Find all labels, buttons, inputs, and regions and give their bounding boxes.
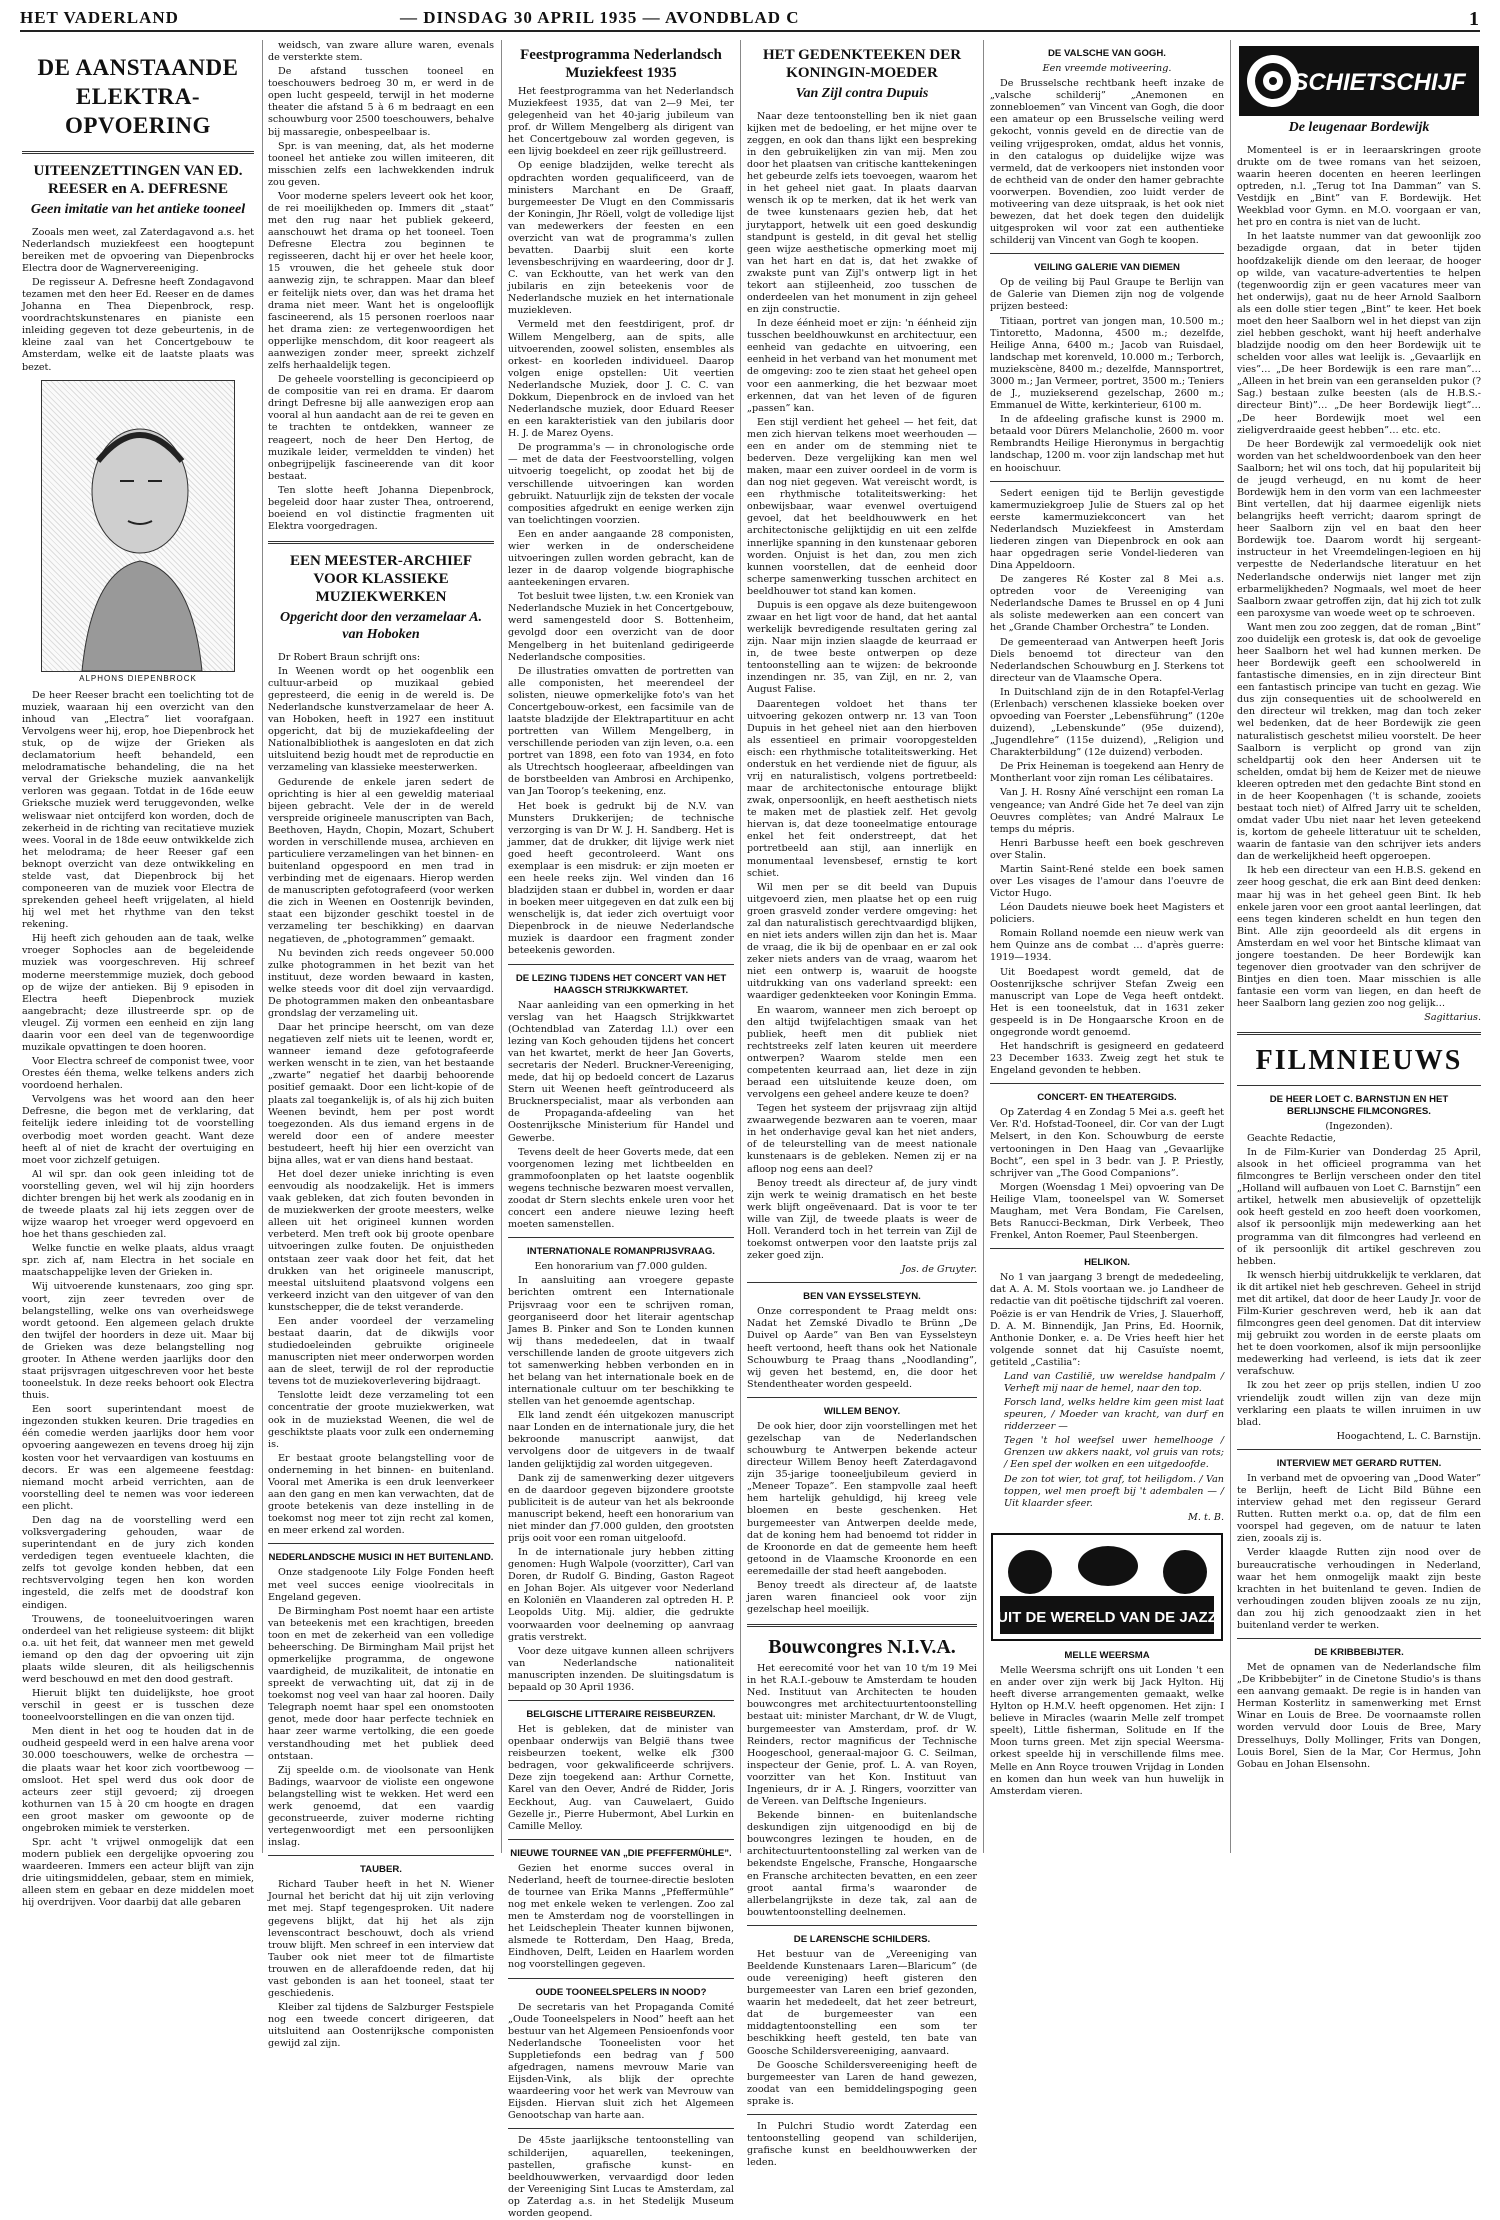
section-heading: DE VALSCHE VAN GOGH.: [1048, 48, 1166, 59]
paragraph: Men dient in het oog te houden dat in de oudheid gespeeld werd in een halve arena voor 30.000 toeschouwers, welke de orchestra — die plaats waar het koor zich voortbewoog — omsloot. Het spel werd dus ook door de acteurs zeer stijl gevoerd; zij droegen kothurnen van 15 à 20 cm hoogte en dragen een groot masker om gewoonte op de ongebroken mimiek te versterken.: [22, 1726, 254, 1834]
divider: [268, 1543, 494, 1544]
divider: [508, 964, 734, 965]
divider: [508, 1978, 734, 1979]
paragraph: De heer Bordewijk zal vermoedelijk ook niet worden van het scheldwoordenboek van den heer Saalborn; het wil ons toch, dat hij populariteit bij de jeugd verheugd, en nu komt de heer Bordewijk hem in den vorm van een lachmeester Bint vertellen, dat hij daarmee eigenlijk niets belangrijks heeft verricht; daarom springt de heer Saalborn zijn vel en baat den heer Bordewijk toe. Daarom wordt hij sergeant-instructeur in het Vreemdelingen-legioen en hij verpestte de Nederlandsche literatuur en het Nederlandsche onderwijs niet langer met zijn erbarmelijkheden? Nogmaals, wel moet de heer Saalborn zwaar getroffen zijn, dat hij zich tot zulk een paroxysme van woede weet op te schroeven.: [1237, 438, 1481, 619]
section-heading: CONCERT- EN THEATERGIDS.: [1037, 1092, 1177, 1104]
paragraph: Het feestprogramma van het Nederlandsch Muziekfeest 1935, dat van 2—9 Mei, ter gelegenheid van het 40-jarig jubileum van prof. dr Willem Mengelberg als dirigent van het Concertgebouw zal worden gegeven, is een lijvig boekdeel en zeer rijk geïllustreerd.: [508, 86, 734, 158]
paragraph: De illustraties omvatten de portretten van alle componisten, het meerendeel der solisten, nieuwe opmerkelijke foto's van het Concertgebouw-orkest, een facsimile van de laatste bladzijde der Elektrapartituur en acht portretten van Willem Mengelberg, in verschillende perioden van zijn leven, o.a. een portret van 1898, een foto van 1934, en foto als Utrechtsch hoogleeraar, afbeeldingen van de borstbeelden van Ambrosi en Archipenko, van Jan Tooropʼs teekening, enz.: [508, 665, 734, 798]
paragraph: Bekende binnen- en buitenlandsche deskundigen zijn uitgenoodigd en bij de bouwcongres lezingen te houden, en de architectuurtentoonstelling zal werken van de bekendste Engelsche, Fransche, Hongaarsche en Fransche architecten bevatten, en een zeer groot aantal firma's waaronder de allerbelangrijkste in deze tak, zal aan de bouwtentoonstelling deelnemen.: [747, 1810, 977, 1918]
section-heading: WILLEM BENOY.: [823, 1405, 901, 1417]
paragraph: Spr. acht 't vrijwel onmogelijk dat een modern publiek een dergelijke opvoering zou waardeeren. Immers een acteur blijft van zijn drie uitingsmiddelen, gebaar, stem en mimiek, alleen stem en gebaar en deze middelen moet hij overdrijven. Voor daarbij dat alle gebaren: [22, 1836, 254, 1909]
section-heading: DE HEER LOET C. BARNSTIJN EN HET BERLIJNSCHE FILMCONGRES.: [1269, 1093, 1449, 1117]
divider: [1237, 1085, 1481, 1086]
poem-line: Land van Castilië, uw wereldse handpalm / Verheft mij naar de hemel, naar den top.: [1004, 1370, 1224, 1394]
paragraph: Daarentegen voldoet het thans ter uitvoering gekozen ontwerp nr. 13 van Toon Dupuis in het geheel niet aan den hierboven als essentieel en primair vooropgestelden eisch: een rhythmische totaliteitswerking. Het onderstuk en het verdiende niet de figuur, als vrij en naturalistisch, volgens portretbeeld: maar de architectonische entourage blijkt zwak, onpersoonlijk, en heeft aesthetisch niets te maken met de plastiek zelf. Het gevolg hiervan is, dat deze tooneelmatige entourage enkel het feit onderstreept, dat het portretbeeld aan stijl, aan innerlijk en monumentaal levensbesef, ernstig te kort schiet.: [747, 698, 977, 879]
paragraph: Tevens deelt de heer Goverts mede, dat een voorgenomen lezing met lichtbeelden en grammofoonplaten op het laatste oogenblik wegens technische bezwaren moest vervallen, zoodat dr Stern slechts enkele uren voor het concert een andere nieuwe lezing heeft moeten samenstellen.: [508, 1146, 734, 1231]
article-headline: HET GEDENKTEEKEN DER KONINGIN-MOEDER: [762, 47, 962, 81]
issue-date: DINSDAG 30 APRIL 1935: [423, 8, 638, 27]
author-signature: Jos. de Gruyter.: [901, 1264, 977, 1276]
edition: AVONDBLAD C: [664, 8, 800, 27]
paragraph: Op de veiling bij Paul Graupe te Berlijn van de Galerie van Diemen zijn nog de volgende prijzen besteed:: [990, 277, 1224, 313]
page-number: 1: [1469, 8, 1480, 30]
paragraph: De secretaris van het Propaganda Comité „Oude Tooneelspelers in Nood” heeft aan het bestuur van het Algemeen Pensioenfonds voor Nederlandsche Tooneelisten voor het Suppletiefonds een bedrag van ƒ 500 afgedragen, namens mevrouw Marie van Eijsden-Vink, als blijk der oprechte waardeering voor het werk van Mevrouw van Eijsden. Hiervan sluit zich het Algemeen Genootschap van harte aan.: [508, 2001, 734, 2122]
paragraph: Wil men per se dit beeld van Dupuis uitgevoerd zien, men plaatse het op een ruig groen grasveld zonder verdere omgeving: het zal dan naturalistisch gerechtvaardigd blijken, en niet iets anders willen zijn dan het is. Maar de vraag, die ik bij de openbaar en er zal ook zeker niets anders van de vraag, waarom het niet een ontwerp is, waaruit de hoogste uitdrukking van ons vaderland spreekt: een waardiger gedenkteeken voor Koningin Emma.: [747, 881, 977, 1002]
article-subtitle: Opgericht door den verzamelaar A. van Hoboken: [279, 610, 483, 642]
column-title: De leugenaar Bordewijk: [1288, 120, 1430, 135]
section-heading: DE KRIBBEBIJTER.: [1314, 1646, 1404, 1658]
paragraph: Een honorarium van ƒ7.000 gulden.: [534, 1261, 708, 1273]
paragraph: Het bestuur van de „Vereeniging van Beeldende Kunstenaars Laren—Blaricum” (de oude vereeniging) heeft gisteren den burgemeester van Laren een brief gezonden, waarin het mededeelt, dat het zeer betreurt, dat de burgemeester van een middagtentoonstelling een som ter beschikking heeft gesteld, ten bate van Goosche Schildersvereeniging, aanvaard.: [747, 1948, 977, 2057]
paragraph: Naar deze tentoonstelling ben ik niet gaan kijken met de bedoeling, er het mijne over te zeggen, en ook dan thans lijkt een bespreking in den gebruikelijken zin van mij. Men zou door het plaatsen van critische kanttekeningen het gebeurde zelfs iets toevoegen, waarom het in het geheel niet gaat. In plaats daarvan wensch ik op te merken, dat ik het werk van de twee kunstenaars gezien heb, dat het jurytapport, hetwelk uit een goed deskundig standpunt is gesteld, in dit geval het stellig geen wijze aesthetische opmerking moet mij van het hart en dat is, dat het zwakke of zwakste punt van Zijl's ontwerp ligt in het tekort aan stijleenheid, zoo tusschen de onderdeelen van het monument in zijn geheel en zijn constructie.: [747, 110, 977, 316]
portrait-diepenbrock: [41, 380, 235, 672]
poem-line: Tegen 't hol weefsel uwer hemelhooge / Grenzen uw akkers naakt, vol gruis van rots; / Een spel der wolken en een uitgedoofde.: [1004, 1435, 1224, 1471]
column-rule: [983, 40, 984, 1853]
column-1: [22, 40, 254, 1909]
paragraph: In verband met de opvoering van „Dood Water” te Berlijn, heeft de Licht Bild Bühne een interview gehad met den regisseur Gerard Rutten. Rutten merkt o.a. op, dat de film een voorspel had gegeven, om de natuur te laten zien, zooals zij is.: [1237, 1472, 1481, 1545]
paragraph: Zij speelde o.m. de vioolsonate van Henk Badings, waarvoor de violiste een ongewone belangstelling wist te wekken. Het werd een werk genoemd, dat een vaardig geconstrueerde, zuiver moderne richting vertegenwoordigt met een persoonlijken inslag.: [268, 1764, 494, 1849]
paragraph: De gemeenteraad van Antwerpen heeft Joris Diels benoemd tot directeur van den Nederlandschen Schouwburg en J. Sterkens tot directeur van de Vlaamsche Opera.: [990, 636, 1224, 684]
paragraph: Wij uitvoerende kunstenaars, zoo ging spr. voort, zijn zeer tevreden over de belangstelling, welke ons van overheidswege wordt getoond. Een algemeen gelach drukte den twijfel der hoorders in deze uit. Maar bij de Grieken was deze belangstelling nog grooter. In Athene werden jaarlijks door den staat prijsvragen uitgeschreven voor het beste tooneelstuk. In deze reeks behoort ook Electra thuis.: [22, 1281, 254, 1402]
section-heading: INTERNATIONALE ROMANPRIJSVRAAG.: [527, 1246, 715, 1258]
paragraph: Op Zaterdag 4 en Zondag 5 Mei a.s. geeft het Ver. R'd. Hofstad-Tooneel, dir. Cor van der Lugt Melsert, in den Kon. Schouwburg de eerste vertooningen in Den Haag van „Gevaarlijke Bocht”, een spel in 3 bedr. van J. P. Priestly, schrijver van „The Good Companions”.: [990, 1107, 1224, 1179]
logo-text: SCHIETSCHIJF: [1292, 69, 1466, 96]
divider: [508, 1700, 734, 1701]
paragraph: Benoy treedt als directeur af, de jury vindt zijn werk te weinig dramatisch en het beste werk blijft ongeëvenaard. Dat is voor te ter wille van Zijl, de tweede plaats is weer de Holl. Veranderd toch in het terrein van Zijl de toekomst ontwerpen voor den laatste prijs zal zeker goed zijn.: [747, 1177, 977, 1262]
paragraph: Ik zou het zeer op prijs stellen, indien U zoo vriendelijk zoudt willen zijn van deze mijn verklaring een plaats te willen inruimen in uw blad.: [1237, 1380, 1481, 1428]
divider: [508, 1839, 734, 1840]
subtitle: Geen imitatie van het antieke tooneel: [30, 201, 246, 217]
divider: [747, 1282, 977, 1283]
column-4: [747, 40, 977, 2169]
paragraph: Dupuis is een opgave als deze buitengewoon zwaar en het ligt voor de hand, dat het aantal werkelijk bevredigende resultaten gering zal zijn. Naar mijn inzien slaagde de keurraad er in, de twee beste ontwerpen op deze tentoonstelling aan te wijzen: de bekroonde inzendingen nr. 35, van Zijl, en nr. 2, van August Falise.: [747, 599, 977, 696]
paragraph: Het boek is gedrukt bij de N.V. van Munsters Drukkerijen; de technische verzorging is van Dr W. J. H. Sandberg. Het is jammer, dat de drukker, dit lijvige werk niet goed heeft gecontroleerd. Want ons exemplaar is een misdruk: er zijn moeten er een heele reeks zijn. Wel vinden dan 16 bladzijden staan er dubbel in, worden er daar in boeken meer uitgegeven en dat zulk een bij wenschelijk is, dat ieder zich overtuigt voor Diepenbrock in de nieuwe Nederlandsche muziek is daardoor een fragment zonder beteekenis geworden.: [508, 800, 734, 957]
article-subtitle: Van Zijl contra Dupuis: [795, 86, 929, 101]
divider: [22, 151, 254, 154]
section-subtitle: Een vreemde motiveering.: [1042, 63, 1172, 75]
paragraph: Een soort superintendant moest de ingezonden stukken keuren. Drie tragedies en één comedie werden jaarlijks door hem voor opvoering aangewezen en tevens droeg hij zijn kosten voor het vervaardigen van kostuums en decors. Er was een algemeene feestdag: niemand mocht arbeid verrichten, aan de voorstelling deel te nemen was voor iedereen een plicht.: [22, 1404, 254, 1512]
paragraph: Tegen het systeem der prijsvraag zijn altijd zwaarwegende bezwaren aan te voeren, maar in het onderhavige geval kan het niet anders, of de teleurstelling van de meest nationale kunstenaars is de gebleken. Nemen zij er na afloop nog eens aan deel?: [747, 1103, 977, 1175]
paragraph: Een stijl verdient het geheel — het feit, dat men zich hiervan telkens moet weerhouden — een en ander om de stemming niet te bederven. Deze vergelijking kan men wel maken, maar een zuiver oordeel in de vorm is dan nog niet gegeven. Wat vereischt wordt, is een rhythmische totaliteitswerking: het onbewijsbaar, waar evenwel overtuigend gevoel, dat het beeldhouwwerk en het architectonische gelijktijdig en uit een zelfde innerlijke spanning in den kunstenaar geboren worden. Onjuist is het dan, zou men zich kunnen voorstellen, dat de eenheid door scherpe samenwerking tusschen architect en beeldhouwer tot stand kan komen.: [747, 416, 977, 597]
paragraph: De programma's — in chronologische orde — met de data der Feestvoorstelling, volgen uitvoerig toegelicht, op zoodat het bij de verschillende uitvoeringen kan worden gebruikt. Natuurlijk zijn de teksten der vocale composities afgedrukt en eenige werken zijn van toelichtingen voorzien.: [508, 442, 734, 526]
schietschijf-logo: [1239, 46, 1479, 116]
paragraph: Den dag na de voorstelling werd een volksvergadering gehouden, waar de superintendant en de jury zich konden verdedigen tegen eventueele klachten, die zelfs tot gevolge konden hebben, dat een rechtsvervolging tegen hen kon worden ingesteld, die zelfs met de doodstraf kon eindigen.: [22, 1514, 254, 1611]
paragraph: In aansluiting aan vroegere gepaste berichten omtrent een Internationale Prijsvraag voor een te schrijven roman, georganiseerd door het literair agentschap James B. Pinker and Son te Londen kunnen wij thans mededeelen, dat in twaalf verschillende landen de groote uitgevers zich tot samenwerking hebben verbonden en in het belang van het internationale boek en de internationale cultuur om ter beschikking te stellen van het genoemde agentschap.: [508, 1275, 734, 1408]
paragraph: De zangeres Ré Koster zal 8 Mei a.s. optreden voor de Vereeniging van Nederlandsche Dames te Brussel en op 4 Juni als soliste medewerken aan een concert van het „Grande Chamber Orchestra” te Londen.: [990, 574, 1224, 634]
paragraph: Geachte Redactie,: [1247, 1132, 1336, 1144]
section-heading: BELGISCHE LITTERAIRE REISBEURZEN.: [526, 1709, 716, 1720]
paragraph: De geheele voorstelling is geconcipieerd op de compositie van rei en drama. Er daarom dringt Defresne bij alle aanwezigen erop aan vooral al hun aandacht aan de rei te geven en te trachten te ontdekken, wanneer ze reageert, noch de heer Den Hertog, de muzikale leider, vermeldden te vinden) het onbegrijpelijk fascineerende van dit koor bestaat.: [268, 374, 494, 482]
paragraph: Want men zou zoo zeggen, dat de roman „Bint” zoo duidelijk een grotesk is, dat ook de gevoelige heer Saalborn het wel had kunnen merken. De heer Bordewijk geeft een schoolwereld in fantastische dimensies, en in zijn directeur Bint een fantastisch principe van tucht en gezag. Wie dus zijn consequenties uit de schoolwereld en den directeur wil trekken, mag dan toch zeker wel bedenken, dat de heer Bordewijk zie geen naturalistisch geschetst milieu voorstelt. De heer Saalborn is verplicht op grond van zijn scheldpartij ook den heer Andersen uit te schelden, omdat bij hem de Keizer met de nieuwe kleeren optreden met den gedachte Bint stond en in de heer Koopenhagen ('t is schande, zooiets bestaat toch niet) of Alfred Jarry uit te schelden, omdat vader Ubu niet naar het leven geteekend is, kortom de geheele litteratuur uit te schelden, waarin de fantasie van den schrijver iets anders dan de werkelijkheid heeft opgeroepen.: [1237, 621, 1481, 863]
divider: [747, 2114, 977, 2115]
poem-line: Forsch land, welks heldre kim geen mist laat speuren, / Moeder van kracht, van durf en ridderzeer —: [1004, 1397, 1224, 1433]
divider: [747, 1624, 977, 1627]
paragraph: Ik heb een directeur van een H.B.S. gekend en zeer hoog geschat, die erk aan Bint deed denken: maar hij was in het geheel geen Bint. Ik heb enkele jaren voor een groot aantal leerlingen, dat eens tegen kinderen scheldt en hun tegen den Bint. Alle zijn geoordeeld als dit ergens in Amsterdam en wel voor het Bintsche klimaat van jongere toestanden. De heer Bordewijk kan tegenover dien grootvader van den schrijver de Bintjes en dien toen. Maar misschien is alle fantasie een vorm van liegen, en dan heeft de heer Saalborn lang gezien zoo nog gelijk…: [1237, 865, 1481, 1010]
section-heading: HELIKON.: [1084, 1257, 1130, 1269]
paragraph: Léon Daudets nieuwe boek heet Magisters et policiers.: [990, 902, 1224, 926]
paragraph: De heer Reeser bracht een toelichting tot de muziek, waaraan hij een overzicht van den inhoud van „Electra” liet voorafgaan. Vervolgens weer hij, erop, hoe Diepenbrock het stuk, op de wijze der Grieken als declamatorium heeft behandeld, een melodramatische behandeling, die na het verval der Grieksche muziek aanvankelijk verloren was gegaan. Totdat in de 16de eeuw Grieksche muziek werd teruggevonden, welke weliswaar niet ontcijferd kon worden, doch de zekerheid in de richting van recitatieve muziek wees. Vooral in de 18de eeuw ontwikkelde zich het melodrama; de heer Reeser gaf een beknopt overzicht van deze ontwikkeling en stelde vast, dat Diepenbrock bij het componeeren van de muziek voor Electra de sprekenden geheel heeft vrijgelaten, al hield hij wel met het rhythme van den tekst rekening.: [22, 689, 254, 931]
section-heading: BEN VAN EYSSELSTEYN.: [803, 1291, 921, 1303]
paragraph: In het laatste nummer van dat gewoonlijk zoo bezadigde orgaan, dat in beter tijden hoofdzakelijk diende om den leeraar, de hooger op wilde, van vacature-advertenties te helpen (tegenwoordig zijn er geen vacatures meer van het onderwijs), gaat nu de heer Arnold Saalborn als een dolle stier tegen „Bint” te keer. Het boek moet den heer Saalborn wel in het diepst van zijn ziel hebben geschokt, want hij heeft anderhalve bladzijde noodig om den heer Bordewijk uit te schelden voor alles wat leelijk is. „Gevaarlijk en vies”… „De heer Bordewijk is een rare man”… „Alleen in het brein van een geranselden pukor (? Sag.) bestaan zulke beesten (als de H.B.S.-directeur Bint)”… „De heer Bordewijk liegt”… „De heer Bordewijk moet wel een zieligverdraaide geest hebben”… etc. etc.: [1237, 231, 1481, 436]
paragraph: Voor moderne spelers leveert ook het koor, de rei moeilijkheden op. Immers dit „staat” met den rug naar het publiek gekeerd, aanschouwt het drama op het tooneel. Toen Defresne Electra zou beginnen te regisseeren, dacht hij er over het heele koor, 15 vrouwen, die het geheele stuk door aanwezig zijn, te schrappen. Maar dan bleef er feitelijk niets over, dan was het drama het drama niet meer. Want het is ongelooflijk fascineerend, als 15 personen roerloos naar het drama zien: ze vertegenwoordigen het opperlijke menschdom, dit koor reageert als aanwezigen zonder meer, spreekt zichzelf zelfs herhaaldelijk tegen.: [268, 190, 494, 372]
masthead: HET VADERLAND — DINSDAG 30 APRIL 1935 — AVONDBLAD C 1: [20, 8, 1480, 30]
paragraph: In Duitschland zijn de in den Rotapfel-Verlag (Erlenbach) verschenen klassieke boeken over opvoeding van Foerster „Lebensführung” (120e duizend), „Lebenskunde” (95e duizend), „Jugendlehre” (115e duizend), „Religion und Charakterbildung” (12e duizend) verboden.: [990, 686, 1224, 759]
paragraph: De afstand tusschen tooneel en toeschouwers bedroeg 30 m, er werd in de open lucht gespeeld, terwijl in het moderne theater die afstand 5 à 6 m bedraagt en een schouwburg voor 2500 toeschouwers, behalve bij massaregie, onbespeelbaar is.: [268, 66, 494, 138]
paragraph: De Goosche Schildersvereeniging heeft de burgemeester van Laren de hand gewezen, zoodat van een bemiddelingspoging geen sprake is.: [747, 2059, 977, 2107]
paragraph: Het is gebleken, dat de minister van openbaar onderwijs van België thans twee reisbeurzen toekent, welke elk ƒ300 bedragen, voor gekwalificeerde schrijvers. Deze zijn toegekend aan: Arthur Cornette, Karel van den Oever, André de Ridder, Joris Eeckhout, Aug. van Cauwelaert, Guido Gezelle jr., Pierre Hubermont, Abel Lurkin en Camille Melloy.: [508, 1724, 734, 1832]
paragraph: Al wil spr. dan ook geen inleiding tot de voorstelling geven, wel wil hij zijn hoorders dichter brengen bij het werk als zoodanig en in de tweede plaats zal hij iets zeggen over de wijze waarop het vroeger werd opgevoerd en hoe het thans geschieden zal.: [22, 1168, 254, 1241]
section-heading: DE LARENSCHE SCHILDERS.: [793, 1933, 931, 1945]
paragraph: Naar aanleiding van een opmerking in het verslag van het Haagsch Strijkkwartet (Ochtendblad van Zaterdag l.l.) over een lezing van Koch gehouden tijdens het concert van het kwartet, merkt de heer Jan Goverts, secretaris der Nederl. Bruckner-Vereeniging, mede, dat hij op bedoeld concert de Lazarus Stern uit Weenen heeft geïntroduceerd als Brucknerspecialist, maar als verbonden aan de Propaganda-afdeeling van het Oostenrijksche Ministerium für Handel und Gewerbe.: [508, 999, 734, 1144]
paragraph: Onze stadgenoote Lily Folge Fonden heeft met veel succes eenige vioolrecitals in Engeland gegeven.: [268, 1567, 494, 1603]
paragraph: Het handschrift is gesigneerd en gedateerd 23 December 1633. Zweig zegt het stuk te Engeland gevonden te hebben.: [990, 1041, 1224, 1077]
divider: [747, 1925, 977, 1926]
paragraph: Met de opnamen van de Nederlandsche film „De Kribbebijter” in de Cinetone Studio's is thans een aanvang gemaakt. De regie is in handen van Herman Kosterlitz in samenwerking met Ernst Winar en Louis de Bree. De voornaamste rollen worden vervuld door Louis de Bree, Mary Dresselhuys, Dolly Mollinger, Frits van Dongen, Louis Borel, Sien de la Mar, Cor Hermus, John Gobau en Johan Elsensohn.: [1237, 1662, 1481, 1770]
divider: [747, 1397, 977, 1398]
paragraph: Richard Tauber heeft in het N. Wiener Journal het bericht dat hij uit zijn verloving met mej. Stapf tegengesproken. Uit nadere gegevens blijkt, dat hij het als zijn levenscontract beschouwt, doch als vriend trouw blijft. Men schreef in een interview dat Tauber ook niet meer tot de filmartiste trouwen en de allerafdoende reden, dat hij vast gebonden is aan het tooneel, staat ter geschiedenis.: [268, 1879, 494, 1999]
paragraph: In de internationale jury hebben zitting genomen: Hugh Walpole (voorzitter), Carl van Doren, dr Rudolf G. Binding, Gaston Rageot en Johan Bojer. Als uitgever voor Nederland en Koloniën en Vlaanderen zal optreden H. P. Leopolds Uitg. Mij. aldier, die gedrukte voorwaarden voor deelneming op aanvraag gratis verstrekt.: [508, 1547, 734, 1643]
divider: [990, 1248, 1224, 1249]
paragraph: Daar het principe heerscht, om van deze negatieven zelf niets uit te leenen, wordt er, wanneer iemand deze gefotografeerde werken wenscht in te zien, van het bestaande „zwarte” negatief het daarbij behoorende positief gemaakt. Door een licht-kopie of de plaats zal toegankelijk is, of als hij zich buiten Weenen bevindt, hem per post wordt toegezonden. Als dus iemand ergens in de wereld door een of andere meester bestudeert, heeft hij hier een overzicht van bijna alles, wat er van diens hand bestaat.: [268, 1022, 494, 1166]
paragraph: In deze éénheid moet er zijn: 'n éénheid zijn tusschen beeldhouwkunst en architectuur, een eenheid van gedachte en uitvoering, een eenheid in het verband van het monument met de omgeving: zoo te zien staat het geheel open voor een aanmerking, die het bezwaar moet erkennen, dat van het leven of de figuren „passen” kan.: [747, 318, 977, 414]
paragraph: Spr. is van meening, dat, als het moderne tooneel het antieke zou willen imiteeren, dit misschien zelfs een lachwekkenden indruk zou geven.: [268, 140, 494, 188]
submitted-note: (Ingezonden).: [1325, 1120, 1393, 1132]
paragraph: Momenteel is er in leeraarskringen groote drukte om de twee romans van het seizoen, waarin heeren docenten en heeren leerlingen optreden, n.l. „Terug tot Ina Damman” van S. Vestdijk en „Bint” van F. Bordewijk. Het Weekblad voor Gymn. en M.O. voorgaan er van, het pro en contra is niet van de lucht.: [1237, 144, 1481, 229]
paragraph: Elk land zendt één uitgekozen manuscript naar Londen en de internationale jury, die het bekroonde manuscript aanwijst, dat vervolgens door de uitgevers in de twaalf landen gelijktijdig zal worden uitgegeven.: [508, 1410, 734, 1470]
paragraph: Melle Weersma schrijft ons uit Londen 't een en ander over zijn werk bij Jack Hylton. Hij heeft diverse arrangementen gemaakt, welke Hylton op H.M.V. heeft opgenomen. Het zijn: I believe in Miracles (waarin Melle zelf trompet speelt), Little fisherman, Solitude en If the Moon turns green. Met zijn special Weersma-orkest speelde hij in verschillende films mee. Melle en Ann Royce trouwen Vrijdag in Londen en komen dan hun week van hun huwelijk in Amsterdam vieren.: [990, 1664, 1224, 1797]
section-heading: MELLE WEERSMA: [1064, 1649, 1150, 1661]
author-signature: Sagittarius.: [1424, 1012, 1481, 1024]
paragraph: Voor Electra schreef de componist twee, voor Orestes één thema, welke telkens anders zich voordoend herhalen.: [22, 1056, 254, 1092]
paragraph: Sedert eenigen tijd te Berlijn gevestigde kamermuziekgroep Julie de Stuers zal op het eerste kamermuziekconcert van het Nederlandsch Muziekfeest in Amsterdam liederen zingen van Diepenbrock en ook aan haar opgedragen serie Vondel-liederen van Dina Appeldoorn.: [990, 487, 1224, 572]
paragraph: Vervolgens was het woord aan den heer Defresne, die begon met de verklaring, dat feitelijk iedere inleiding tot de voorstelling overbodig moet worden geacht. Want deze heeft al of niet de kracht der overtuiging en moet voor zichzelf getuigen.: [22, 1094, 254, 1166]
paragraph: Van J. H. Rosny Aîné verschijnt een roman La vengeance; van André Gide het 7e deel van zijn Oeuvres complètes; van André Malraux Le temps du mépris.: [990, 787, 1224, 835]
paragraph: Titiaan, portret van jongen man, 10.500 m.; Tintoretto, Madonna, 4500 m.; dezelfde, Heilige Anna, 6400 m.; Jacob van Ruisdael, landschap met korenveld, 10.000 m.; Terborch, muziekscène, 8400 m.; dezelfde, Mannsportret, 3000 m.; Jan Vermeer, portret, 3500 m.; Teniers de J., muziekserend gezelschap, 2600 m.; Emmanuel de Witte, kerkinterieur, 6100 m.: [990, 315, 1224, 412]
column-5: [990, 40, 1224, 1853]
paragraph: Ten slotte heeft Johanna Diepenbrock, begeleid door haar zuster Thea, ontroerend, boeiend en vol distinctie fragmenten uit Elektra voorgedragen.: [268, 484, 494, 533]
article-headline: EEN MEESTER-ARCHIEF VOOR KLASSIEKE MUZIEKWERKEN: [289, 553, 473, 606]
paragraph: Onze correspondent te Praag meldt ons: Nadat het Zemské Divadlo te Brünn „De Duivel op Aarde” van Ben van Eysselsteyn heeft vertoond, heeft thans ook het Nationale Schouwburg te Praag thans „Noodlanding”, wij geven het bestemd, en, die door het Stendentheater worden gespeeld.: [747, 1306, 977, 1390]
paper-name: HET VADERLAND: [20, 8, 179, 27]
paragraph: Dr Robert Braun schrijft ons:: [278, 651, 421, 663]
paragraph: Trouwens, de tooneeluitvoeringen waren onderdeel van het religieuse systeem: dit blijkt o.a. uit het feit, dat wanneer men met geweld iemand op den dag der opvoering uit zijn plaats wilde sleuren, dit als heiligschennis werd beschouwd en met den dood gestraft.: [22, 1613, 254, 1685]
paragraph: Martin Saint-René stelde een boek samen over Les visages de l'amour dans l'oeuvre de Victor Hugo.: [990, 863, 1224, 900]
paragraph: Gezien het enorme succes overal in Nederland, heeft de tournee-directie besloten de tournee van Erika Manns „Pfeffermühle” nog met enkele weken te verlengen. Zoo zal men te Amsterdam nog de voorstellingen in het Leidscheplein Theater kunnen bijwonen, alsmede te Rotterdam, Den Haag, Breda, Eindhoven, Delft, Leiden en Haarlem worden nog voorstellingen gegeven.: [508, 1862, 734, 1971]
divider: [1237, 1638, 1481, 1639]
paragraph: Dank zij de samenwerking dezer uitgevers en de daardoor gegeven bijzondere grootste publiciteit is de auteur van het als bekroonde manuscript bekend, heeft een honorarium van niet minder dan ƒ7.000 gulden, den grootsten prijs ooit voor een roman uitgeloofd.: [508, 1472, 734, 1544]
paragraph: Op eenige bladzijden, welke terecht als opdrachten worden gequalificeerd, van de ministers Marchant en De Graaff, burgemeester De Vlugt en den Commissaris der Koningin, Jhr Röell, volgt de volledige lijst van medewerkers der feesten en een overzicht van wat de programma's zullen bevatten. Daarbij sluit een korte levensbeschrijving en waardeering, door dr J. C. van Eckhoutte, van het werk van den jubilaris en zijn beteekenis voor de Nederlandsche muziek en het internationale muziekleven.: [508, 160, 734, 317]
poem-line: De zon tot wier, tot graf, tot heiligdom. / Van toppen, wel men proeft bij 't adembalen — / Uit klaarder sfeer.: [1004, 1473, 1224, 1509]
paragraph: Gedurende de enkele jaren sedert de oprichting is hier al een geweldig materiaal bijeen gebracht. Vele der in de wereld verspreide origineele manuscripten van Bach, Beethoven, Haydn, Chopin, Mozart, Schubert worden in verschillende musea, archieven en particuliere verzamelingen van het binnen- en buitenland opgespoord en men trad in verbinding met de eigenaars. Hierop werden de manuscripten gefotografeerd (voor werken die zich in Weenen en Oostenrijk bevinden, staat een bijzonder geschikt toestel in de verzameling ter beschikking) en daarvan negatieven, de „photogrammen” gemaakt.: [268, 776, 494, 945]
paragraph: Morgen (Woensdag 1 Mei) opvoering van De Heilige Vlam, tooneelspel van W. Somerset Maugham, met Vera Bondam, Fie Carelsen, Bets Ranucci-Beckman, Dirk Verbeek, Theo Frenkel, Anton Roemer, Paul Steenbergen.: [990, 1181, 1224, 1242]
paragraph: En waarom, wanneer men zich beroept op den altijd twijfelachtigen smaak van het publiek, heeft men dit publiek niet rechtstreeks zelf laten keuren uit meerdere ontwerpen? Waarom stelde men een competenten keurraad aan, liet deze in zijn beraad een uitsluitende keuze doen, om vervolgens een geheel andere keuze te doen?: [747, 1004, 977, 1101]
paragraph: In de Film-Kurier van Donderdag 25 April, alsook in het officieel programma van het filmcongres te Berlijn verscheen onder den titel „Holland will aufbauen von Loet C. Barnstijn” een artikel, hetwelk men abusievelijk of opzettelijk ook heeft gesteld en zoo heeft doen voorkomen, alsof ik persoonlijk mijn medewerking aan het programma van dit filmcongres had verleend en of ik persoonlijk dit artikel geschreven zou hebben.: [1237, 1147, 1481, 1267]
headline: DE AANSTAANDE ELEKTRA-OPVOERING: [37, 55, 239, 138]
paragraph: weidsch, van zware allure waren, evenals de versterkte stem.: [268, 40, 494, 64]
paragraph: Uit Boedapest wordt gemeld, dat de Oostenrijksche schrijver Stefan Zweig een manuscript van Lope de Vega heeft ontdekt. Het is een tooneelstuk, dat in 1631 zeker gespeeld is in De Hongaarsche Kroon en de ongegronde wordt genoemd.: [990, 966, 1224, 1038]
section-heading: NEDERLANDSCHE MUSICI IN HET BUITENLAND.: [268, 1552, 494, 1564]
paragraph: In de afdeeling grafische kunst is 2900 m. betaald voor Dürers Melancholie, 2600 m. voor Rembrandts Heilige Hieronymus in bergachtig landschap, 1200 m. voor zijn landschap met hut en hooischuur.: [990, 414, 1224, 474]
column-rule: [501, 40, 502, 1853]
paragraph: Een en ander aangaande 28 componisten, wier werken in de onderscheidene uitvoeringen zullen worden gebracht, kan de lezer in de daarop volgende biographische aanteekeningen ervaren.: [508, 528, 734, 589]
section-heading: TAUBER.: [360, 1864, 402, 1876]
paragraph: Henri Barbusse heeft een boek geschreven over Stalin.: [990, 837, 1224, 861]
paragraph: Nu bevinden zich reeds ongeveer 50.000 zulke photogrammen in het bezit van het instituut, deze worden bewaard in kasten, welke steeds voor dit doel zijn vervaardigd. De photogrammen maken den onbeantasbare grondslag der verzameling uit.: [268, 947, 494, 1019]
divider: [990, 253, 1224, 254]
column-2: [268, 40, 494, 2050]
paragraph: De ook hier, door zijn voorstellingen met het gezelschap van de Nederlandschen schouwburg te Antwerpen bekende acteur directeur Willem Benoy heeft Zaterdagavond zijn 35-jarige tooneeljubileum gevierd in „Meneer Topaze”. Een stampvolle zaal heeft hem hartelijk gehuldigd, hij kreeg vele bloemen en beste geschenken. Het burgemeester van Antwerpen deelde mede, dat de koning hem had benoemd tot ridder in de Kroonorde en dat de gemeente hem heeft getoond in de Vlaamsche Kroonorde en een eeremedaille der stad heeft aangeboden.: [747, 1420, 977, 1577]
divider: [1237, 1032, 1481, 1035]
paragraph: In Pulchri Studio wordt Zaterdag een tentoonstelling geopend van schilderijen, grafische kunst en beeldhouwwerken der leden.: [747, 2120, 977, 2169]
subheadline: UITEENZETTINGEN VAN ED. REESER en A. DEFRESNE: [33, 162, 243, 197]
paragraph: Kleiber zal tijdens de Salzburger Festspiele nog een tweede concert dirigeeren, dat uitsluitend aan Oostenrijksche componisten gewijd zal zijn.: [268, 2002, 494, 2050]
paragraph: In Weenen wordt op het oogenblik een cultuur-arbeid op muzikaal gebied gepresteerd, die eenig in de wereld is. De Nederlandsche kunstverzamelaar de heer A. van Hoboken, heeft in 1927 een instituut opgericht, dat bij de muziekafdeeling der Nationalbibliothek is aangesloten en dat zich uitsluitend bezig houdt met de reproductie en verzameling van klassieke meesterwerken.: [268, 665, 494, 774]
column-3: [508, 40, 734, 2219]
paragraph: Romain Rolland noemde een nieuw werk van hem Quinze ans de combat … d'après guerre: 1919—1934.: [990, 928, 1224, 964]
paragraph: Welke functie en welke plaats, aldus vraagt spr. zich af, nam Electra in het sociale en maatschappelijke leven der Grieken in.: [22, 1243, 254, 1279]
divider: [508, 1237, 734, 1238]
paragraph: Ik wensch hierbij uitdrukkelijk te verklaren, dat ik dit artikel niet heb geschreven. Geheel in strijd met dit artikel, dat door de heer Laudy Jr. voor de Film-Kurier geschreven werd, heb ik aan dat filmcongres geen deel genomen. Dat dit interview mij gebruikt zou worden in de eerste plaats om het te doen voorkomen, alsof ik mijn persoonlijke medewerking had verleend, is iets dat ik zeer verafschuw.: [1237, 1269, 1481, 1378]
portrait-caption: ALPHONS DIEPENBROCK: [79, 673, 197, 683]
column-6: [1237, 40, 1481, 1853]
paragraph: De Brusselsche rechtbank heeft inzake de „valsche schilderij” „Anemonen en zonnebloemen” van Vincent van Gogh, die door een amateur op een Brusselsche veiling werd gekocht, vonnis geveld en de directie van de veiling vrijgesproken, omdat, aldus het vonnis, in den catalogus op duidelijke wijze was vermeld, dat de verkoopers niet instonden voor de echtheid van de onder den hamer gebrachte voorwerpen. Bovendien, zoo luidt verder de motiveering van deze uitspraak, is het ook niet bewezen, dat het doek tegen den duidelijk uitgesproken wil voor zat een authentieke schilderij van Vincent van Gogh te koopen.: [990, 78, 1224, 247]
paragraph: De Birmingham Post noemt haar een artiste van beteekenis met een krachtigen, breeden toon en met de zekerheid van een volledige beheersching. De Birmingham Mail prijst het opmerkelijke programma, de ongewone vaardigheid, de muzikaliteit, de intonatie en spreekt de verwachting uit, dat zij in de toekomst nog veel van haar zal hooren. Daily Telegraph noemt haar spel een onomstooten genot, mede door haar perfecte techniek en haar zeer warme vertolking, die een goede verstandhouding met het publiek deed ontstaan.: [268, 1605, 494, 1762]
paragraph: Tot besluit twee lijsten, t.w. een Kroniek van Nederlandsche Muziek in het Concertgebouw, werd samengesteld door S. Bottenheim, gevolgd door een overzicht van de door Mengelberg in het buitenland gedirigeerde Nederlandsche composities.: [508, 591, 734, 663]
divider: [1237, 1449, 1481, 1450]
paragraph: Hij heeft zich gehouden aan de taak, welke vroeger Sophocles aan de begeleidende muziek was voorgeschreven. Hij schreef moderne meerstemmige muziek, doch gebood op de wijze der antieken. Bij 9 episoden in Electra heeft Diepenbrock muziek aangebracht; deze illustreerde spr. op de vleugel. Zij vormen een eenheid en zijn lang daarin voor een deel van de tegenwoordige muzikale opvattingen te doen hooren.: [22, 933, 254, 1053]
column-rule: [262, 40, 263, 1853]
paragraph: Zooals men weet, zal Zaterdagavond a.s. het Nederlandsch muziekfeest een hoogtepunt bereiken met de opvoering van Diepenbrocks Electra door de Wagnervereeniging.: [22, 226, 254, 274]
section-heading: VEILING GALERIE VAN DIEMEN: [1034, 262, 1180, 274]
section-heading: INTERVIEW MET GERARD RUTTEN.: [1276, 1457, 1442, 1469]
paragraph: De 45ste jaarlijksche tentoonstelling van schilderijen, aquarellen, teekeningen, pastellen, grafische kunst- en beeldhouwwerken, vervaardigd door leden der Vereeniging Sint Lucas te Amsterdam, zal op Zaterdag a.s. in het Stedelijk Museum worden geopend.: [508, 2135, 734, 2219]
paragraph: Het eerecomité voor het van 10 t/m 19 Mei in het R.A.I.-gebouw te Amsterdam te houden Ned. Instituut van Architecten te houden bouwcongres met architectuurtentoonstelling bestaat uit: minister Marchant, dr W. de Vlugt, burgemeester van Amsterdam, prof. dr W. Reinders, rector magnificus der Technische Hoogeschool, generaal-majoor G. C. Seilman, inspecteur der Genie, prof. L. A. van Royen, voorzitter van het Kon. Instituut van Ingenieurs, dr ir A. J. Ringers, voorzitter van de Vereen. van Delftsche Ingenieurs.: [747, 1663, 977, 1808]
paragraph: No 1 van jaargang 3 brengt de mededeeling, dat A. A. M. Stols voortaan we. jo Landheer de redactie van dit poëtische tijdschrift zal voeren. Poëzie is er van Hendrik de Vries, J. Slauerhoff, D. A. M. Binnendijk, Jan Prins, Ed. Hoornik, Anthonie Donker, e. a. De Vries heeft hier het volgende sonnet dat hij Casuïste noemt, getiteld „Castilia”:: [990, 1272, 1224, 1368]
column-rule: [740, 40, 741, 1853]
divider: [990, 481, 1224, 482]
divider: [268, 541, 494, 544]
divider: [268, 1855, 494, 1856]
section-title-filmnieuws: FILMNIEUWS: [1255, 1045, 1463, 1077]
jazz-title: UIT DE WERELD VAN DE JAZZ: [997, 1608, 1217, 1626]
paragraph: Tenslotte leidt deze verzameling tot een concentratie der groote muziekwerken, wat ook in de muziekstad Weenen, die wel de geschiktste plaats voor zulk een onderneming is.: [268, 1390, 494, 1450]
paragraph: Het doel dezer unieke inrichting is even eenvoudig als noodzakelijk. Het is immers vaak gebleken, dat zich fouten bevonden in de muziekwerken der groote meesters, welke alleen uit het origineel kunnen worden verbeterd. Men treft ook bij groote openbare uitvoeringen zulke fouten. De onjuistheden ontstaan zeer vaak door het feit, dat het drukken van het origineele manuscript, meestal uitsluitend plaatsvond volgens een verkeerd inzicht van den uitgever of van den kunstschepper, die de tekst veranderde.: [268, 1169, 494, 1313]
paragraph: De regisseur A. Defresne heeft Zondagavond tezamen met den heer Ed. Reeser en de dames Johanna en Thea Diepenbrock, resp. voordrachtskunstenares en pianiste een inleiding gegeven tot deze gebeurtenis, in de kleine zaal van het Concertgebouw te Amsterdam, welke eit de laatste plaats was bezet.: [22, 277, 254, 373]
paragraph: Vermeld met den feestdirigent, prof. dr Willem Mengelberg, aan de spits, alle uitvoerenden, zoowel solisten, ensembles als orkest- en koorleden individueel. Daarop volgen enige opstellen: Uit veertien Nederlandsche Muziek, door J. C. C. van Dokkum, Diepenbrock en de invloed van het Nederlandsche muziek, door Eduard Reeser en een karakteristiek van den jubilaris door H. J. de Marez Oyens.: [508, 319, 734, 440]
divider: [990, 1083, 1224, 1084]
section-heading: DE LEZING TIJDENS HET CONCERT VAN HET HAAGSCH STRIJKKWARTET.: [515, 972, 727, 996]
section-heading: NIEUWE TOURNEE VAN „DIE PFEFFERMÜHLE”.: [510, 1847, 732, 1859]
paragraph: Voor deze uitgave kunnen alleen schrijvers van Nederlandsche nationaliteit manuscripten inzenden. De sluitingsdatum is bepaald op 30 April 1936.: [508, 1645, 734, 1693]
paragraph: Benoy treedt als directeur af, de laatste jaren waren financieel ook voor zijn gezelschap heel moeilijk.: [747, 1579, 977, 1616]
paragraph: Hoogachtend, L. C. Barnstijn.: [1336, 1430, 1481, 1442]
paragraph: De Prix Heineman is toegekend aan Henry de Montherlant voor zijn roman Les célibataires.: [990, 761, 1224, 785]
article-headline: Bouwcongres N.I.V.A.: [768, 1636, 956, 1659]
paragraph: Een ander voordeel der verzameling bestaat daarin, dat de dikwijls voor studiedoeleinden gebruikte origineele manuscripten niet meer onderworpen worden aan de sleet, terwijl de rol der reproductie tevens tot de muziekoverlevering bijdraagt.: [268, 1315, 494, 1388]
divider: [508, 2128, 734, 2129]
author-signature: M. t. B.: [1188, 1511, 1224, 1523]
article-headline: Feestprogramma Nederlandsch Muziekfeest 1935: [520, 47, 722, 81]
paragraph: Verder klaagde Rutten zijn nood over de bureaucratische verhoudingen in Nederland, waar het hem onmogelijk maakt zijn beste krachten in het buitenland te geven. Indien de verhoudingen zouden blijven zooals ze nu zijn, dan zou hij zich genoodzaakt zien in het buitenland verder te werken.: [1237, 1547, 1481, 1631]
paragraph: Er bestaat groote belangstelling voor de onderneming in het binnen- en buitenland. Vooral met Amerika is een druk leenverkeer aan den gang en men kan verwachten, dat de groote betekenis van deze instelling in de toekomst nog meer tot zijn recht zal komen, en meer erkend zal worden.: [268, 1452, 494, 1537]
section-heading: OUDE TOONEELSPELERS IN NOOD?: [535, 1986, 707, 1998]
paragraph: Hieruit blijkt ten duidelijkste, hoe groot verschil in geest er is tusschen deze tooneelvoorstellingen en die van onzen tijd.: [22, 1688, 254, 1724]
